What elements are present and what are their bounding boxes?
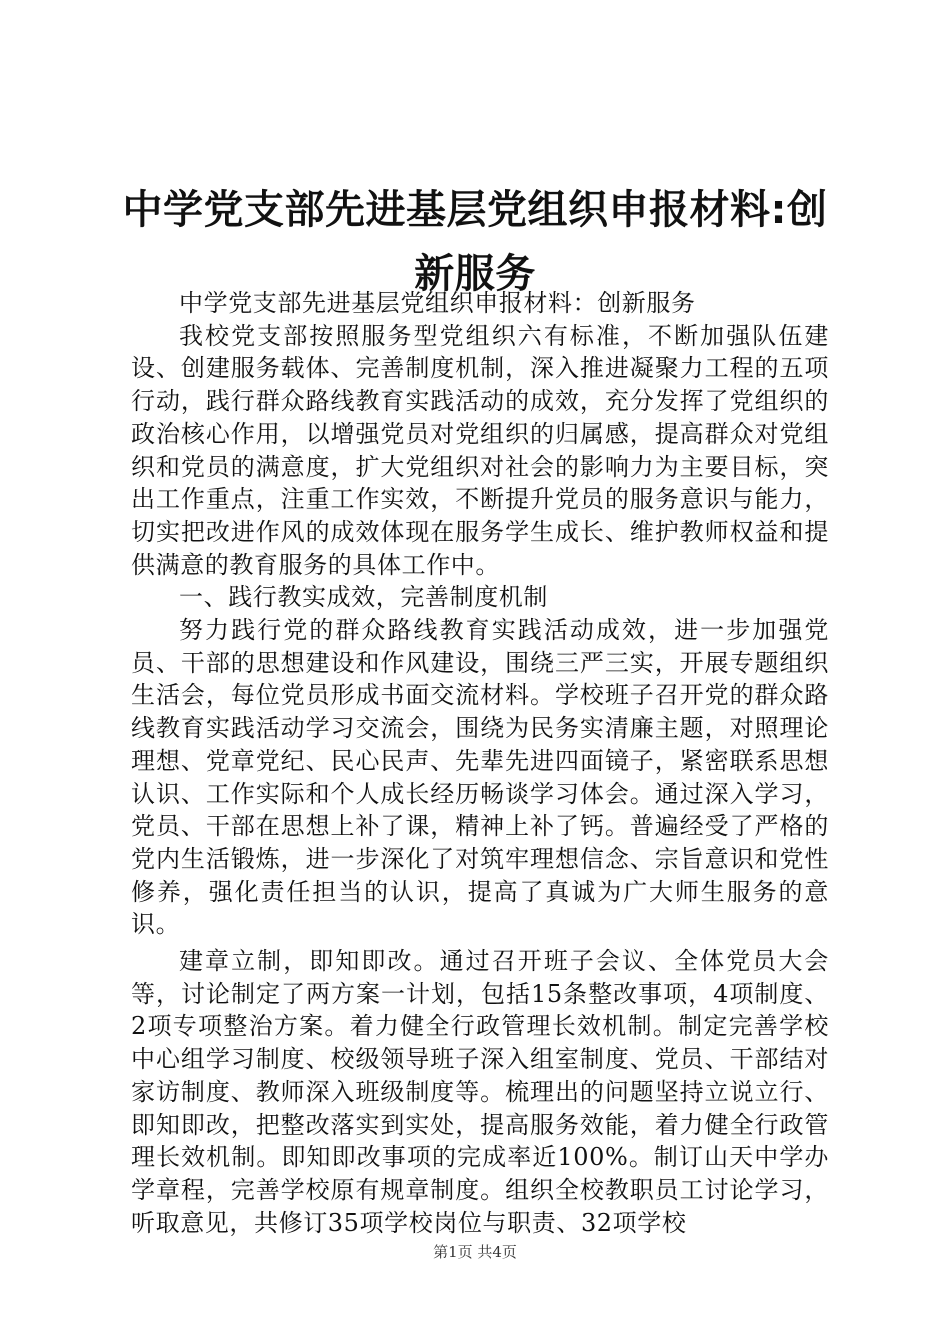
document-title: 中学党支部先进基层党组织申报材料:创新服务 xyxy=(122,187,828,297)
page-footer: 第1页 共4页 xyxy=(433,1243,517,1261)
body-paragraph: 建章立制，即知即改。通过召开班子会议、全体党员大会等，讨论制定了两方案一计划，包括15条整改事项，4项制度、2项专项整治方案。着力健全行政管理长效机制。制定完善学校中心组学习制度、校级领导班子深入组室制度、党员、干部结对家访制度、教师深入班级制度等。梳理出的问题坚持立说立行、即知即改，把整改落实到实处，提高服务效能，着力健全行政管理长效机制。即知即改事项的完成率近100%。制订山天中学办学章程，完善学校原有规章制度。组织全校教职员工讨论学习，听取意见，共修订35项学校岗位与职责、32项学校 xyxy=(131,947,829,1237)
intro-paragraph: 我校党支部按照服务型党组织六有标准，不断加强队伍建设、创建服务载体、完善制度机制，深入推进凝聚力工程的五项行动，践行群众路线教育实践活动的成效，充分发挥了党组织的政治核心作用，以增强党员对党组织的归属感，提高群众对党组织和党员的满意度，扩大党组织对社会的影响力为主要目标，突出工作重点，注重工作实效，不断提升党员的服务意识与能力，切实把改进作风的成效体现在服务学生成长、维护教师权益和提供满意的教育服务的具体工作中。 xyxy=(131,321,829,579)
section-heading: 一、践行教实成效，完善制度机制 xyxy=(179,583,548,612)
document-body xyxy=(131,287,829,1239)
body-paragraph: 努力践行党的群众路线教育实践活动成效，进一步加强党员、干部的思想建设和作风建设，围绕三严三实，开展专题组织生活会，每位党员形成书面交流材料。学校班子召开党的群众路线教育实践活动学习交流会，围绕为民务实清廉主题，对照理论理想、党章党纪、民心民声、先辈先进四面镜子，紧密联系思想认识、工作实际和个人成长经历畅谈学习体会。通过深入学习，党员、干部在思想上补了课，精神上补了钙。普遍经受了严格的党内生活锻炼，进一步深化了对筑牢理想信念、宗旨意识和党性修养，强化责任担当的认识，提高了真诚为广大师生服务的意识。 xyxy=(131,616,829,939)
subtitle-paragraph: 中学党支部先进基层党组织申报材料：创新服务 xyxy=(179,289,696,317)
